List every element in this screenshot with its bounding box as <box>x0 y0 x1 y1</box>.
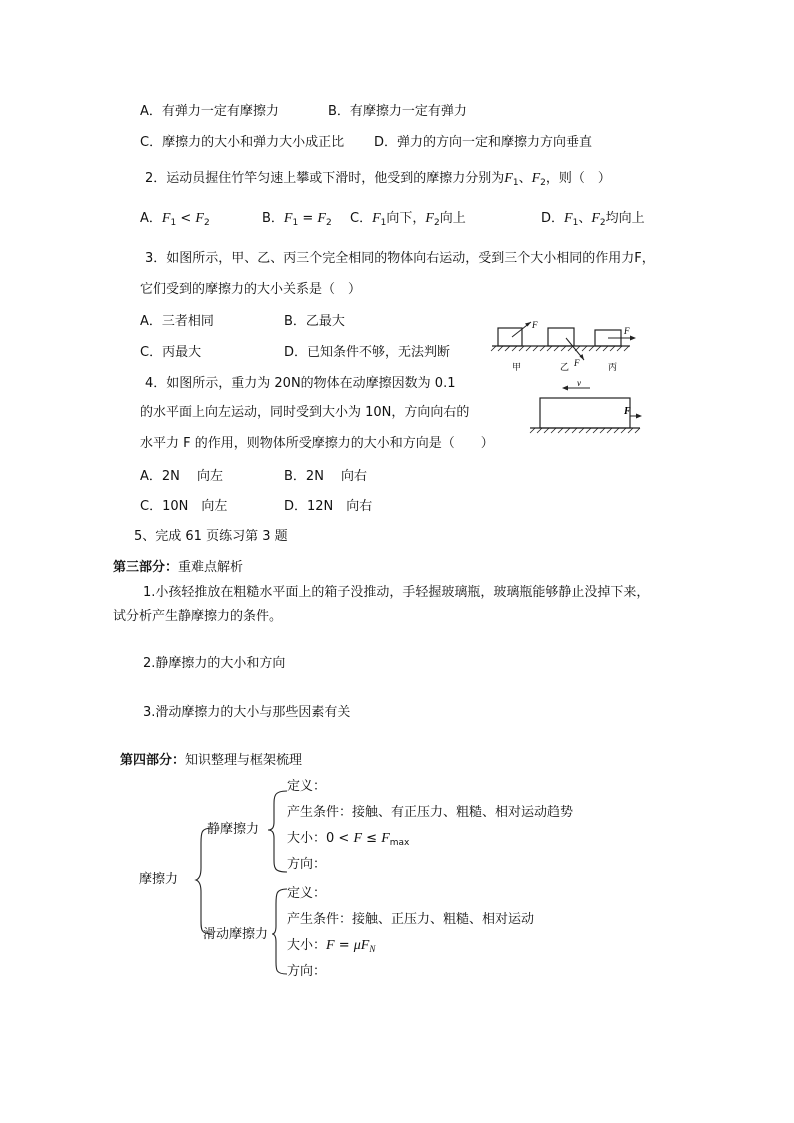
q1-option-d: D．弹力的方向一定和摩擦力方向垂直 <box>374 135 593 150</box>
q2-option-b: B．$F_1 = F_2$ <box>262 211 332 228</box>
static-definition: 定义： <box>287 779 327 794</box>
q3-stem-line2: 它们受到的摩擦力的大小关系是（ ） <box>140 282 362 297</box>
tree-root-friction: 摩擦力 <box>139 872 179 887</box>
q2-option-d: D．$F_1$、$F_2$均向上 <box>541 211 645 228</box>
root-brace <box>196 828 212 934</box>
label-yi: 乙 <box>560 362 570 372</box>
static-size: 大小：$0 < F \le F_{max}$ <box>287 831 410 848</box>
q2-option-a: A．$F_1 < F_2$ <box>140 211 210 228</box>
q4-option-d: D．12N 向右 <box>284 499 373 514</box>
force-label-jia: F <box>532 320 538 330</box>
q4-stem-line2: 的水平面上向左运动，同时受到大小为 10N，方向向右的 <box>140 405 470 420</box>
q1-option-b: B．有摩擦力一定有弹力 <box>328 104 467 119</box>
q1-option-a: A．有弹力一定有摩擦力 <box>140 104 279 119</box>
part3-p3: 3.滑动摩擦力的大小与那些因素有关 <box>143 705 351 720</box>
q5: 5、完成 61 页练习第 3 题 <box>134 529 288 544</box>
q4-stem-line3: 水平力 F 的作用，则物体所受摩擦力的大小和方向是（ ） <box>140 436 494 451</box>
force-label-yi: F <box>574 358 580 368</box>
q4-stem-line1: 4．如图所示，重力为 20N的物体在动摩擦因数为 0.1 <box>145 376 456 391</box>
sliding-direction: 方向： <box>287 964 327 979</box>
part4-heading: 第四部分：知识整理与框架梳理 <box>120 753 303 768</box>
q1-option-c: C．摩擦力的大小和弹力大小成正比 <box>140 135 345 150</box>
sliding-size: 大小：$F = \mu F_N$ <box>287 938 376 954</box>
q3-option-b: B．乙最大 <box>284 314 345 329</box>
label-jia: 甲 <box>512 362 522 372</box>
part3-p1-line1: 1.小孩轻推放在粗糙水平面上的箱子没推动，手轻握玻璃瓶，玻璃瓶能够静止没掉下来， <box>143 585 650 600</box>
q3-stem-line1: 3．如图所示，甲、乙、丙三个完全相同的物体向右运动，受到三个大小相同的作用力F， <box>145 251 655 266</box>
q2-stem: 2．运动员握住竹竿匀速上攀或下滑时，他受到的摩擦力分别为$F_1$、$F_2$，则（ ） <box>145 171 611 188</box>
q4-option-c: C．10N 向左 <box>140 499 228 514</box>
static-condition: 产生条件：接触、有正压力、粗糙、相对运动趋势 <box>287 805 574 820</box>
q4-option-a: A．2N 向左 <box>140 469 224 484</box>
tree-static-friction: 静摩擦力 <box>207 822 260 837</box>
force-label-bing: F <box>624 326 630 336</box>
sliding-condition: 产生条件：接触、正压力、粗糙、相对运动 <box>287 912 535 927</box>
static-brace <box>268 791 287 872</box>
q2-option-c: C．$F_1$向下，$F_2$向上 <box>350 211 466 228</box>
part3-p1-line2: 试分析产生静摩擦力的条件。 <box>113 609 283 624</box>
q3-option-a: A．三者相同 <box>140 314 214 329</box>
velocity-label: v <box>577 378 581 388</box>
sliding-definition: 定义： <box>287 886 327 901</box>
part3-p2: 2.静摩擦力的大小和方向 <box>143 656 286 671</box>
static-direction: 方向： <box>287 857 327 872</box>
q4-force-label: F <box>624 406 631 417</box>
sliding-brace <box>272 889 287 974</box>
part3-heading: 第三部分：重难点解析 <box>113 560 244 575</box>
label-bing: 丙 <box>608 362 618 372</box>
q3-option-c: C．丙最大 <box>140 345 202 360</box>
q4-option-b: B．2N 向右 <box>284 469 368 484</box>
tree-sliding-friction: 滑动摩擦力 <box>203 927 269 942</box>
q3-option-d: D．已知条件不够，无法判断 <box>284 345 451 360</box>
